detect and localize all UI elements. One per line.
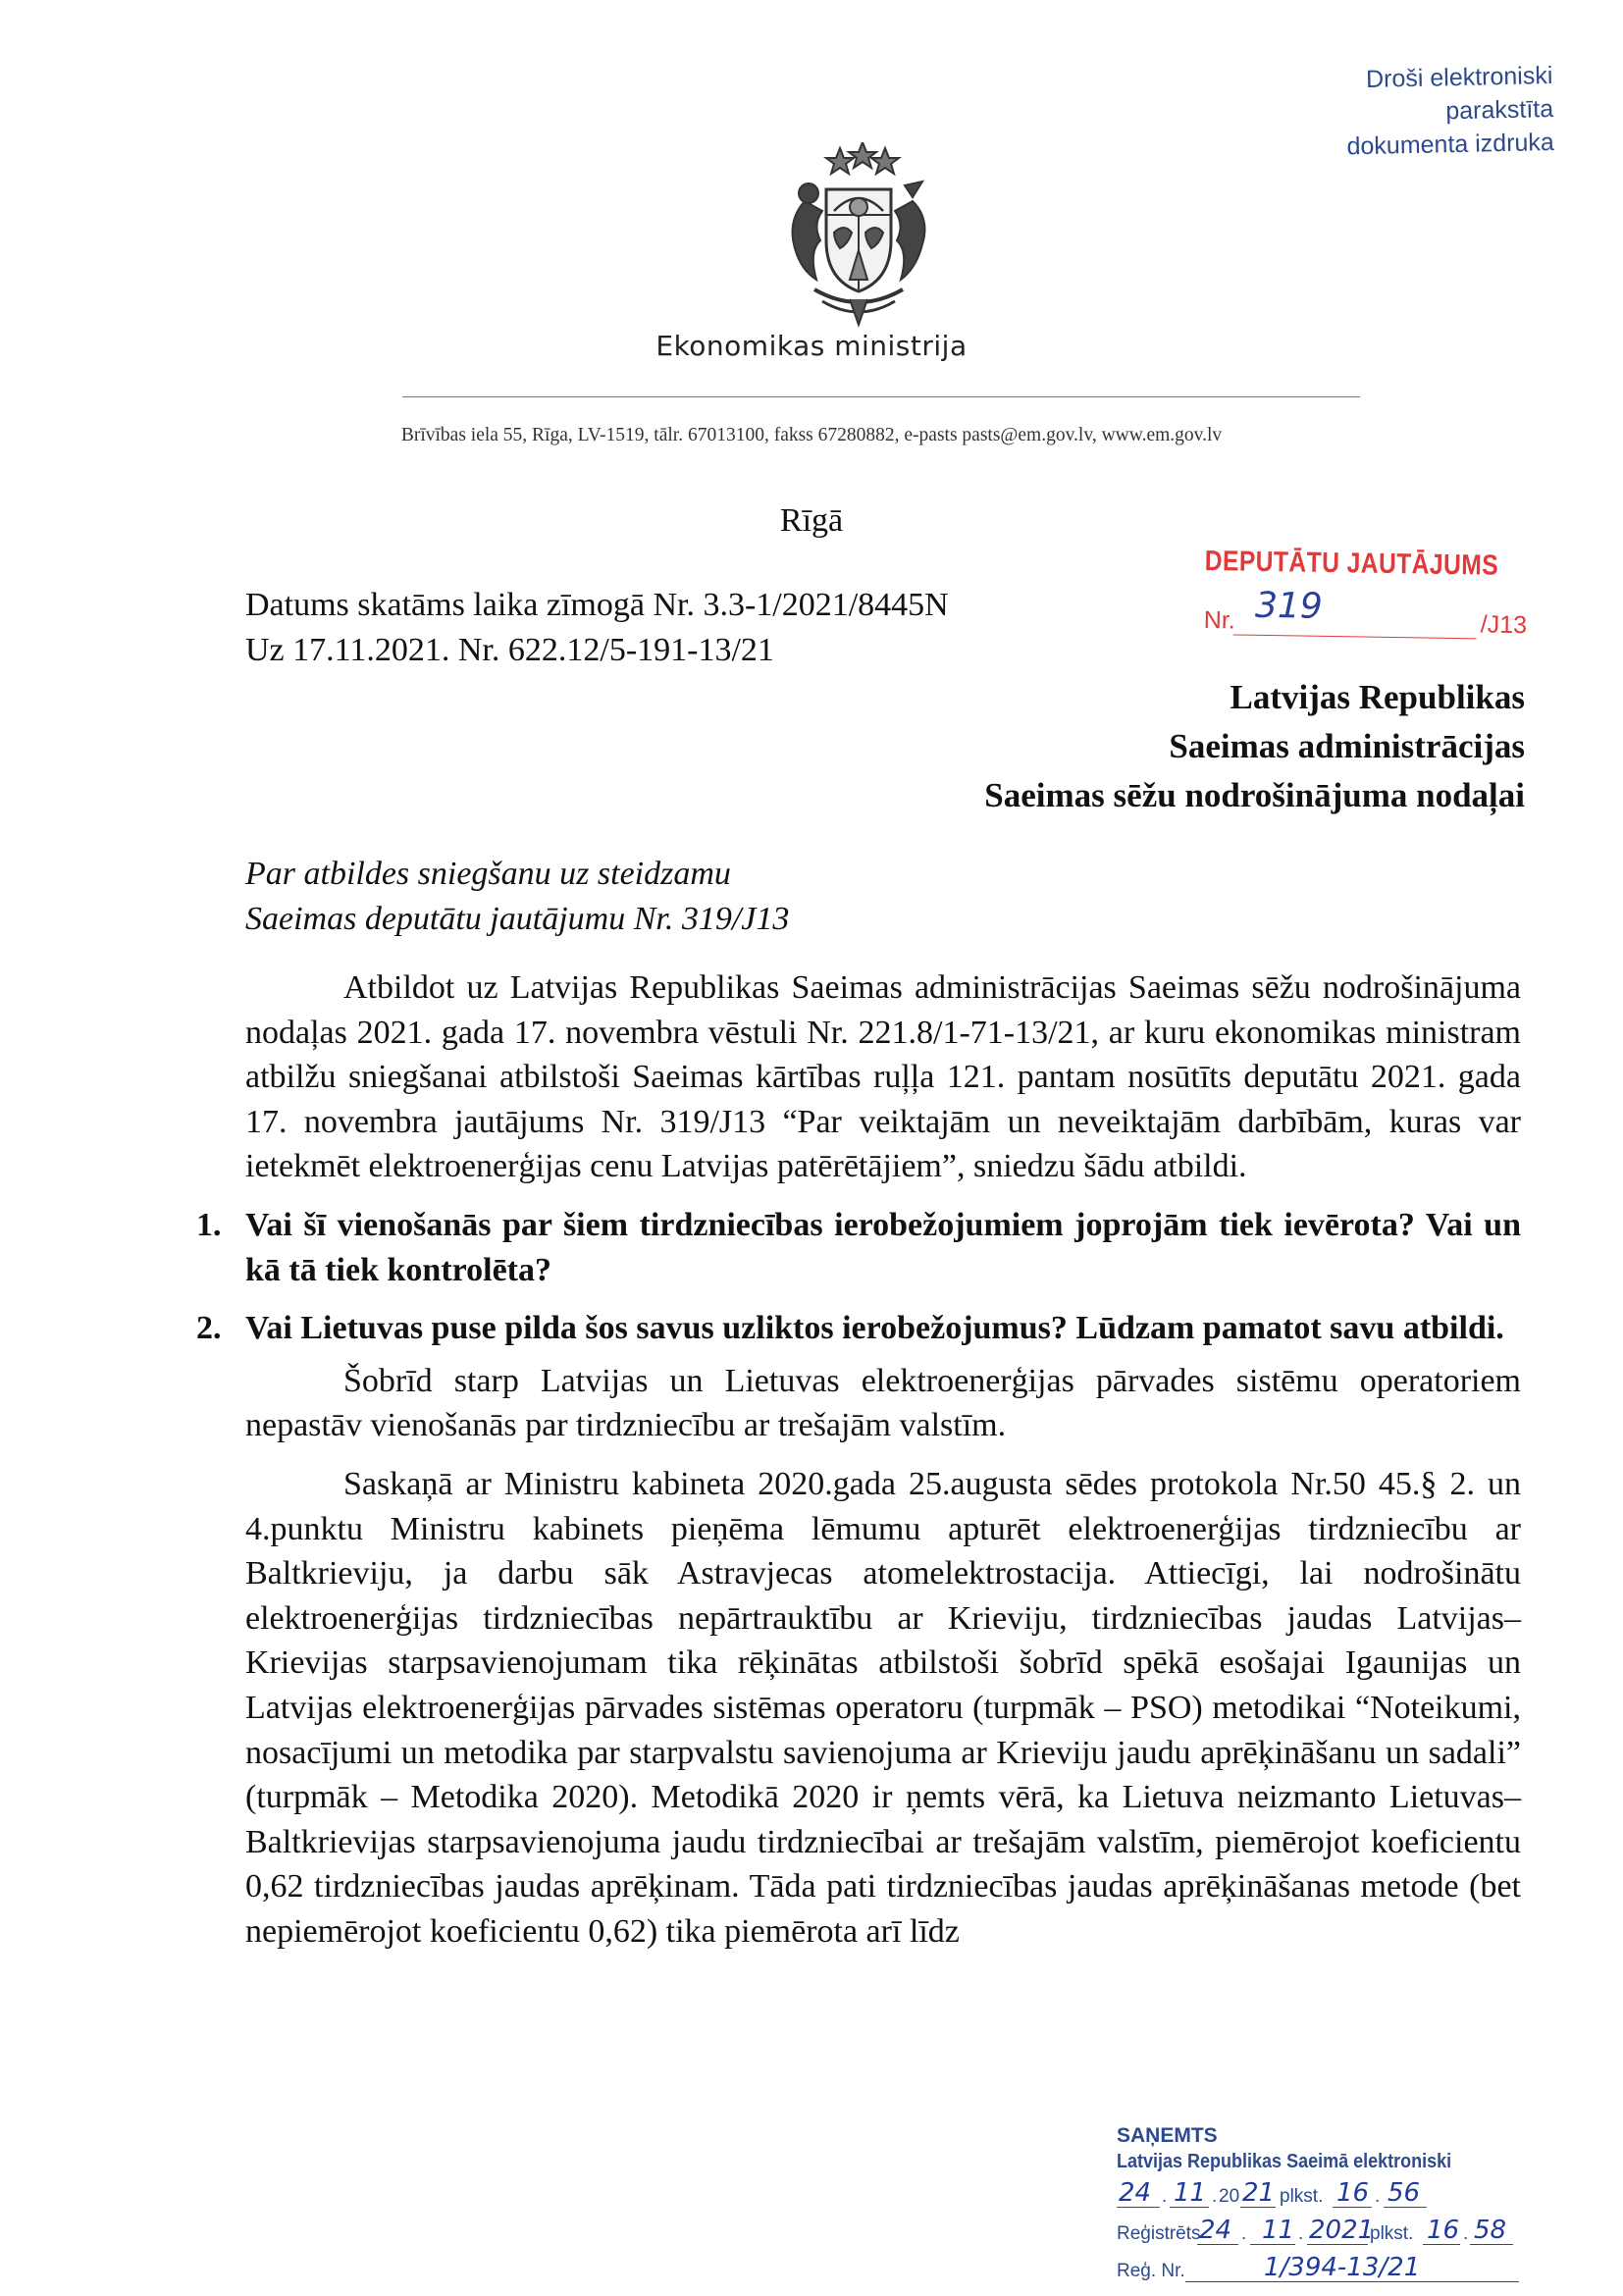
received-minute: 56 <box>1387 2178 1421 2208</box>
signature-note-line1: Droši elektroniski parakstīta <box>1365 61 1554 126</box>
header-divider <box>402 396 1360 397</box>
deputy-stamp-nr-label: Nr. <box>1203 605 1235 635</box>
regnr-value: 1/394-13/21 <box>1264 2253 1421 2282</box>
registered-minute-line <box>1470 2244 1513 2245</box>
addressee-line1: Latvijas Republikas <box>1230 678 1525 716</box>
question-item <box>196 1306 1521 1351</box>
regnr-line <box>1185 2281 1519 2282</box>
registered-hour: 16 <box>1427 2216 1460 2245</box>
letter-body <box>196 965 1521 1954</box>
received-date-row: 24 . 11 . 20 21 plkst. 16 . 56 <box>1117 2174 1558 2212</box>
received-plkst-label: plkst. <box>1280 2186 1324 2207</box>
subject-block <box>245 852 789 942</box>
place-of-issue: Rīgā <box>779 502 844 539</box>
deputy-question-stamp <box>1203 546 1558 650</box>
received-hour-line <box>1333 2207 1372 2208</box>
registered-day: 24 <box>1199 2216 1232 2245</box>
signature-note-line2: dokumenta izdruka <box>1346 128 1555 161</box>
question-number: 1. <box>196 1206 222 1243</box>
question-item <box>196 1203 1521 1292</box>
received-hour: 16 <box>1336 2178 1370 2208</box>
question-number: 2. <box>196 1310 222 1347</box>
ministry-contacts: Brīvības iela 55, Rīga, LV-1519, tālr. 67013100, fakss 67280882, e-pasts pasts@em.gov.lv, www.em.gov.lv <box>400 425 1223 445</box>
registered-row: Reģistrēts 24 . 11 . 2021 plkst. 16 . 58 <box>1117 2212 1558 2249</box>
received-year-prefix: 20 <box>1219 2186 1240 2207</box>
deputy-stamp-underline <box>1233 634 1477 639</box>
answer-paragraph-2: Saskaņā ar Ministru kabineta 2020.gada 25.augusta sēdes protokola Nr.50 45.§ 2. un 4.punktu Ministru kabinets pieņēma lēmumu apturēt elektroenerģijas tirdzniecību ar Baltkrieviju, ja darbu sāk Astravjecas atomelektrostacija. Attiecīgi, lai nodrošinātu elektroenerģijas tirdzniecības nepārtrauktību ar Krieviju, tirdzniecības jaudas Latvijas–Krievijas starpsavienojumam tika rēķinātas atbilstoši šobrīd spēkā esošajai Igaunijas un Latvijas elektroenerģijas pārvades sistēmas operatoru (turpmāk – PSO) metodikai “Noteikumi, nosacījumi un metodika par starpvalstu savienojuma ar Krieviju jaudu aprēķināšanu un sadali” (turpmāk – Metodika 2020). Metodikā 2020 ir ņemts vērā, ka Lietuva neizmanto Lietuvas–Baltkrievijas starpsavienojuma jaudu tirdzniecībai ar trešajām valstīm, piemērojot koeficientu 0,62 tirdzniecības jaudas aprēķinam. Tāda pati tirdzniecības jaudas aprēķināšanas metode (bet nepiemērojot koeficientu 0,62) tika piemērota arī līdz <box>245 1465 1521 1950</box>
subject-line2: Saeimas deputātu jautājumu Nr. 319/J13 <box>245 901 790 937</box>
subject-line1: Par atbildes sniegšanu uz steidzamu <box>245 856 731 892</box>
received-day: 24 <box>1119 2178 1152 2208</box>
deputy-stamp-suffix: /J13 <box>1480 610 1528 640</box>
reference-block <box>245 583 949 673</box>
received-month-line <box>1170 2207 1209 2208</box>
reference-line1: Datums skatāms laika zīmogā Nr. 3.3-1/2021/8445N <box>245 587 949 623</box>
addressee-line2: Saeimas administrācijas <box>1169 727 1525 765</box>
question-text: Vai šī vienošanās par šiem tirdzniecības ierobežojumiem joprojām tiek ievērota? Vai un kā tā tiek kontrolēta? <box>245 1206 1521 1288</box>
registered-year: 2021 <box>1309 2216 1375 2245</box>
registered-hour-line <box>1423 2244 1460 2245</box>
intro-paragraph: Atbildot uz Latvijas Republikas Saeimas administrācijas Saeimas sēžu nodrošinājuma nodaļas 2021. gada 17. novembra vēstuli Nr. 221.8/1-71-13/21, ar kuru ekonomikas ministram atbilžu sniegšanai atbilstoši Saeimas kārtības ruļļa 121. pantam nosūtīts deputātu 2021. gada 17. novembra jautājums Nr. 319/J13 “Par veiktajām un neveiktajām darbībām, kuras var ietekmēt elektroenerģijas cenu Latvijas patērētājiem”, sniedzu šādu atbildi. <box>245 969 1521 1185</box>
registered-month-line <box>1250 2244 1295 2245</box>
deputy-stamp-number: 319 <box>1254 585 1324 627</box>
registered-year-line <box>1307 2244 1368 2245</box>
received-minute-line <box>1384 2207 1427 2208</box>
received-month: 11 <box>1174 2178 1207 2208</box>
received-stamp-subtitle: Latvijas Republikas Saeimā elektroniski <box>1117 2151 1452 2172</box>
received-stamp-title: SAŅEMTS <box>1117 2124 1218 2147</box>
ministry-name: Ekonomikas ministrija <box>655 330 968 362</box>
registered-plkst-label: plkst. <box>1370 2223 1414 2244</box>
question-text: Vai Lietuvas puse pilda šos savus uzliktos ierobežojumus? Lūdzam pamatot savu atbildi. <box>245 1310 1504 1347</box>
registered-day-line <box>1197 2244 1238 2245</box>
addressee-block <box>984 673 1525 820</box>
received-year: 21 <box>1242 2178 1276 2208</box>
registration-number-row <box>1117 2249 1558 2286</box>
reference-line2: Uz 17.11.2021. Nr. 622.12/5-191-13/21 <box>245 632 774 668</box>
answer-paragraph-1: Šobrīd starp Latvijas un Lietuvas elektroenerģijas pārvades sistēmu operatoriem nepastāv vienošanās par tirdzniecību ar trešajām valstīm. <box>245 1362 1521 1444</box>
received-day-line <box>1117 2207 1160 2208</box>
addressee-line3: Saeimas sēžu nodrošinājuma nodaļai <box>984 776 1525 814</box>
registered-minute: 58 <box>1474 2216 1507 2245</box>
received-stamp <box>1117 2123 1558 2286</box>
registered-month: 11 <box>1262 2216 1295 2245</box>
coat-of-arms-icon <box>765 142 952 329</box>
electronic-signature-note <box>1258 59 1554 165</box>
deputy-stamp-title: DEPUTĀTU JAUTĀJUMS <box>1204 546 1499 582</box>
regnr-label: Reģ. Nr. <box>1117 2261 1185 2281</box>
registered-label: Reģistrēts <box>1117 2223 1201 2244</box>
received-year-line <box>1240 2207 1276 2208</box>
